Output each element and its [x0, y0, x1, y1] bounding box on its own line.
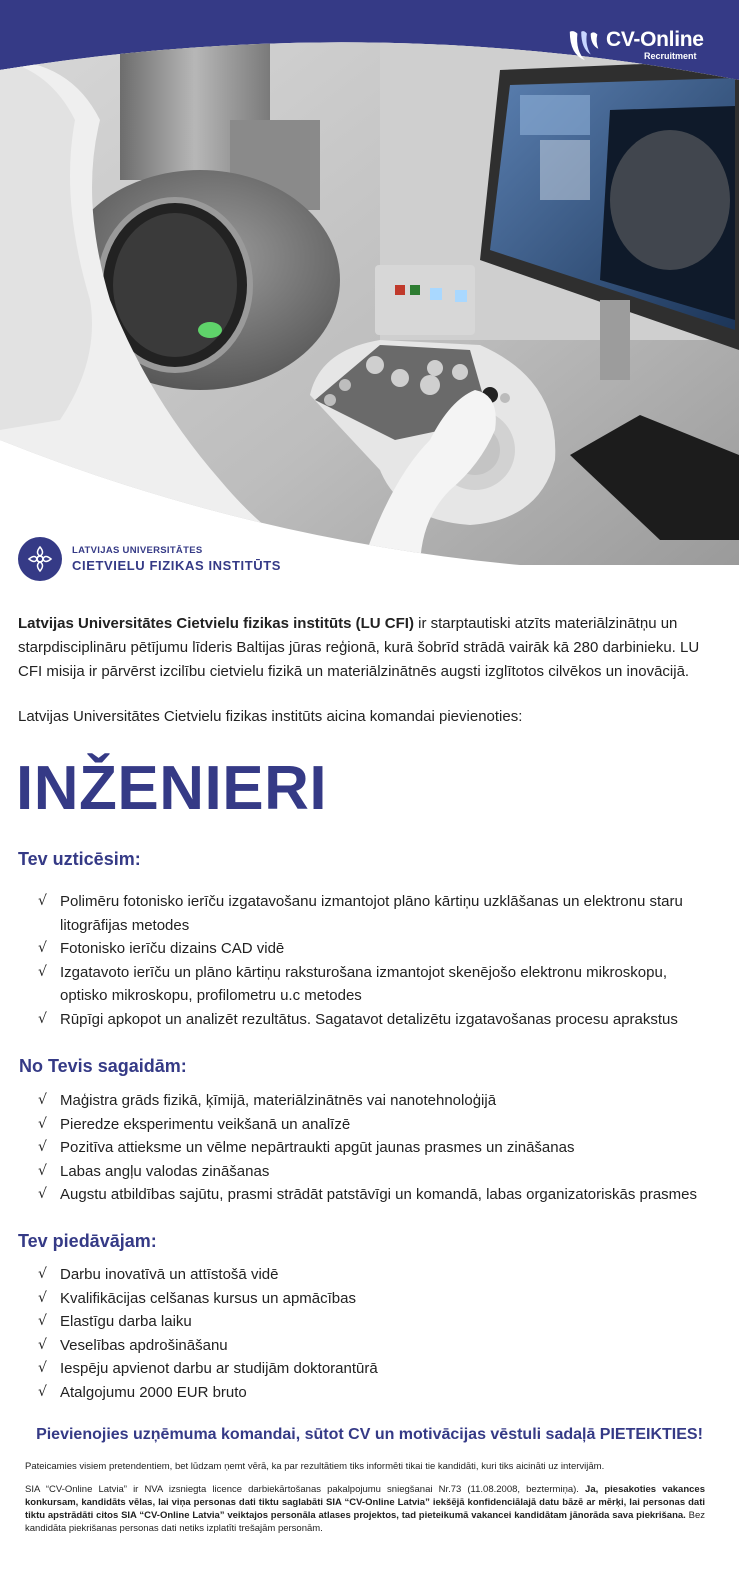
- check-icon: √: [38, 1289, 47, 1306]
- check-icon: √: [38, 1092, 47, 1108]
- check-icon: √: [38, 963, 47, 980]
- intro-rest: ir starptautiski atzīts materiālzinātņu un starpdisciplināru pētījumu līderis Baltijas jūras reģionā, kurā šobrīd strādā vairāk kā 280 darbinieku. LU CFI misija ir pārvērst izcilību cietvielu fizikā un materiālzinātnēs augsti izglītotos cilvēkos un inovācijā.: [18, 615, 700, 680]
- institute-logo: [18, 537, 281, 581]
- institute-name-line1: LATVIJAS UNIVERSITĀTES: [72, 545, 203, 556]
- intro-bold: Latvijas Universitātes Cietvielu fizikas institūts (LU CFI): [18, 615, 414, 632]
- invite-text: Latvijas Universitātes Cietvielu fizikas institūts aicina komandai pievienoties:: [18, 708, 523, 725]
- check-icon: √: [38, 1186, 47, 1202]
- intro-paragraph: [18, 612, 724, 684]
- hero-banner: [0, 0, 739, 570]
- footer-privacy: Ja, piesakoties vakances konkursam, kandidāts vēlas, lai viņa personas dati tiktu saglabāti SIA “CV-Online Latvia” iekšējā konfidenciālajā datu bāzē ar mērķi, lai personas dati tiktu apstrādāti citos SIA “CV-Online Latvia” veiktajos personāla atlases projektos, tad pieteikumā vakancei kandidātam jānorāda sava piekrišana.: [25, 1484, 705, 1521]
- cv-online-logo: [566, 26, 704, 64]
- call-to-action: Pievienojies uzņēmuma komandai, sūtot CV un motivācijas vēstuli sadaļā PIETEIKTIES!: [36, 1426, 703, 1443]
- offer-list: [38, 1263, 718, 1404]
- check-icon: √: [38, 1313, 47, 1329]
- check-icon: √: [38, 893, 47, 909]
- brand-subtitle: Recruitment: [644, 51, 697, 61]
- list-item: √ Pozitīva attieksme un vēlme nepārtraukti apgūt jaunas prasmes un zināšanas: [38, 1136, 728, 1160]
- hero-photo: [0, 0, 739, 570]
- footer-privacy-end: Bez kandidāta piekrišanas personas dati netiks izplatīti trešajām personām.: [25, 1510, 705, 1534]
- brand-name: CV-Online: [606, 28, 704, 51]
- duties-list: [38, 890, 718, 1031]
- list-item: √ Elastīgu darba laiku: [38, 1310, 718, 1334]
- list-item: √ Rūpīgi apkopot un analizēt rezultātus. Sagatavot detalizētu izgatavošanas procesu aprakstus: [38, 1008, 718, 1032]
- list-item: √ Veselības apdrošināšanu: [38, 1334, 718, 1358]
- check-icon: √: [38, 1383, 47, 1400]
- cv-online-logo-icon: [566, 26, 604, 64]
- list-item: √ Fotonisko ierīču dizains CAD vidē: [38, 937, 718, 961]
- list-item: √ Iespēju apvienot darbu ar studijām doktorantūrā: [38, 1357, 718, 1381]
- check-icon: √: [38, 1266, 47, 1282]
- check-icon: √: [38, 1115, 47, 1132]
- check-icon: √: [38, 1139, 47, 1155]
- list-item: √ Atalgojumu 2000 EUR bruto: [38, 1381, 718, 1405]
- check-icon: √: [38, 1162, 47, 1179]
- requirements-heading: No Tevis sagaidām:: [19, 1056, 187, 1076]
- list-item: √ Polimēru fotonisko ierīču izgatavošanu izmantojot plāno kārtiņu uzklāšanas un elektronu staru litogrāfijas metodes: [38, 890, 718, 937]
- check-icon: √: [38, 1360, 47, 1376]
- list-item: √ Labas angļu valodas zināšanas: [38, 1160, 728, 1184]
- list-item: √ Kvalifikācijas celšanas kursus un apmācības: [38, 1287, 718, 1311]
- duties-heading: Tev uzticēsim:: [18, 849, 141, 869]
- list-item: √ Izgatavoto ierīču un plāno kārtiņu raksturošana izmantojot skenējošo elektronu mikroskopu, optisko mikroskopu, profilometru u.c metodes: [38, 961, 718, 1008]
- list-item: √ Maģistra grāds fizikā, ķīmijā, materiālzinātnēs vai nanotehnoloģijā: [38, 1089, 728, 1113]
- list-item: √ Darbu inovatīvā un attīstošā vidē: [38, 1263, 718, 1287]
- check-icon: √: [38, 1010, 47, 1027]
- requirements-list: [38, 1089, 728, 1207]
- footer-license: SIA “CV-Online Latvia” ir NVA izsniegta licence darbiekārtošanas pakalpojumu sniegšanai Nr.73 (11.08.2008, beztermiņa).: [25, 1484, 579, 1495]
- offer-heading: Tev piedāvājam:: [18, 1231, 157, 1251]
- institute-emblem-icon: [18, 537, 62, 581]
- job-title: INŽENIERI: [16, 754, 328, 823]
- check-icon: √: [38, 1336, 47, 1353]
- list-item: √ Pieredze eksperimentu veikšanā un analīzē: [38, 1113, 728, 1137]
- list-item: √ Augstu atbildības sajūtu, prasmi strādāt patstāvīgi un komandā, labas organizatoriskās prasmes: [38, 1183, 728, 1207]
- check-icon: √: [38, 940, 47, 956]
- footer-thanks: Pateicamies visiem pretendentiem, bet lūdzam ņemt vērā, ka par rezultātiem tiks informēti tikai tie kandidāti, kuri tiks aicināti uz intervijām.: [25, 1461, 605, 1472]
- footer-legal: [25, 1483, 705, 1535]
- institute-name-line2: CIETVIELU FIZIKAS INSTITŪTS: [72, 558, 282, 573]
